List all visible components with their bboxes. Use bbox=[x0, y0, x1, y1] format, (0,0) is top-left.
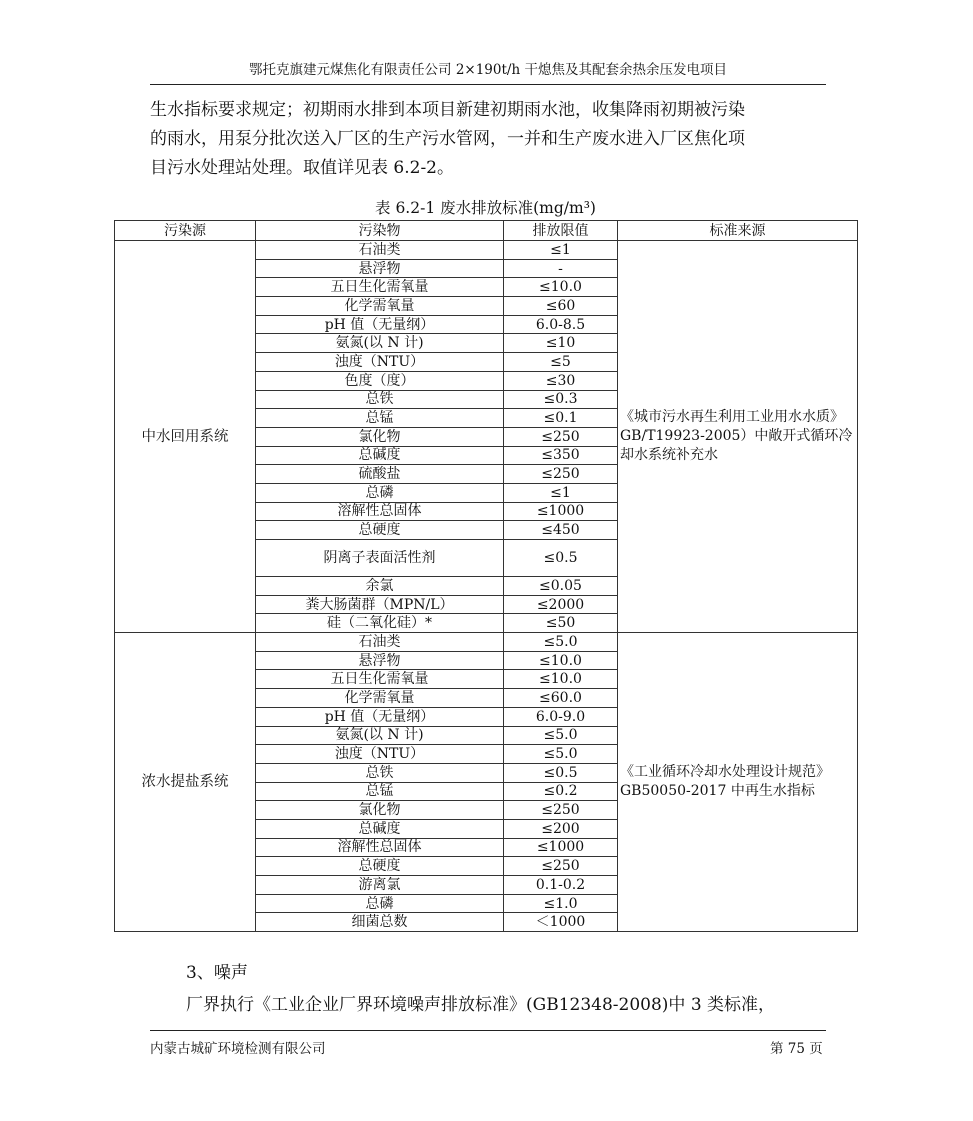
pollutant-cell: 阴离子表面活性剂 bbox=[256, 540, 504, 577]
pollutant-cell: 氯化物 bbox=[256, 427, 504, 446]
limit-cell: - bbox=[504, 259, 618, 278]
limit-cell: ≤60.0 bbox=[504, 689, 618, 708]
table-body bbox=[115, 241, 858, 932]
standard-source-cell: 《城市污水再生利用工业用水水质》 GB/T19923-2005）中敞开式循环冷却水系统补充水 bbox=[618, 241, 858, 633]
pollutant-cell: 硫酸盐 bbox=[256, 465, 504, 484]
table-row bbox=[115, 633, 858, 652]
source-cell: 中水回用系统 bbox=[115, 241, 256, 633]
limit-cell: ≤0.05 bbox=[504, 577, 618, 596]
limit-cell: ≤5.0 bbox=[504, 633, 618, 652]
pollutant-cell: 氯化物 bbox=[256, 801, 504, 820]
limit-cell: 6.0-9.0 bbox=[504, 707, 618, 726]
limit-cell: ≤10.0 bbox=[504, 278, 618, 297]
pollutant-cell: 细菌总数 bbox=[256, 913, 504, 932]
limit-cell: ＜1000 bbox=[504, 913, 618, 932]
pollutant-cell: 氨氮(以 N 计) bbox=[256, 334, 504, 353]
limit-cell: ≤250 bbox=[504, 465, 618, 484]
table-row bbox=[115, 241, 858, 260]
pollutant-cell: 总硬度 bbox=[256, 521, 504, 540]
limit-cell: ≤450 bbox=[504, 521, 618, 540]
limit-cell: ≤350 bbox=[504, 446, 618, 465]
pollutant-cell: 浊度（NTU） bbox=[256, 745, 504, 764]
limit-cell: ≤10 bbox=[504, 334, 618, 353]
limit-cell: ≤0.1 bbox=[504, 409, 618, 428]
pollutant-cell: 色度（度） bbox=[256, 371, 504, 390]
pollutant-cell: 总磷 bbox=[256, 894, 504, 913]
pollutant-cell: 化学需氧量 bbox=[256, 297, 504, 316]
pollutant-cell: 总锰 bbox=[256, 782, 504, 801]
limit-cell: ≤5.0 bbox=[504, 745, 618, 764]
pollutant-cell: 溶解性总固体 bbox=[256, 502, 504, 521]
limit-cell: ≤1000 bbox=[504, 838, 618, 857]
pollutant-cell: 总硬度 bbox=[256, 857, 504, 876]
header-source: 污染源 bbox=[115, 221, 256, 241]
source-cell: 浓水提盐系统 bbox=[115, 633, 256, 932]
limit-cell: ≤30 bbox=[504, 371, 618, 390]
limit-cell: ≤10.0 bbox=[504, 651, 618, 670]
intro-line: 生水指标要求规定；初期雨水排到本项目新建初期雨水池，收集降雨初期被污染 bbox=[150, 100, 745, 120]
limit-cell: ≤1.0 bbox=[504, 894, 618, 913]
intro-paragraph bbox=[150, 96, 840, 183]
pollutant-cell: pH 值（无量纲） bbox=[256, 315, 504, 334]
limit-cell: ≤250 bbox=[504, 427, 618, 446]
limit-cell: ≤1 bbox=[504, 241, 618, 260]
pollutant-cell: 硅（二氧化硅）* bbox=[256, 614, 504, 633]
pollutant-cell: 悬浮物 bbox=[256, 651, 504, 670]
footer-company: 内蒙古城矿环境检测有限公司 bbox=[150, 1041, 326, 1057]
wastewater-standards-table bbox=[114, 220, 858, 932]
table-caption: 表 6.2-1 废水排放标准(mg/m³) bbox=[375, 199, 596, 217]
section-heading: 3、噪声 bbox=[186, 963, 248, 983]
limit-cell: ≤10.0 bbox=[504, 670, 618, 689]
limit-cell: ≤5.0 bbox=[504, 726, 618, 745]
limit-cell: ≤0.5 bbox=[504, 540, 618, 577]
pollutant-cell: 石油类 bbox=[256, 633, 504, 652]
limit-cell: ≤200 bbox=[504, 819, 618, 838]
intro-line: 目污水处理站处理。取值详见表 6.2-2。 bbox=[150, 158, 454, 178]
header-standard: 标准来源 bbox=[618, 221, 858, 241]
limit-cell: ≤1000 bbox=[504, 502, 618, 521]
pollutant-cell: 总锰 bbox=[256, 409, 504, 428]
header-limit: 排放限值 bbox=[504, 221, 618, 241]
header-pollutant: 污染物 bbox=[256, 221, 504, 241]
pollutant-cell: 总铁 bbox=[256, 763, 504, 782]
pollutant-cell: pH 值（无量纲） bbox=[256, 707, 504, 726]
pollutant-cell: 五日生化需氧量 bbox=[256, 278, 504, 297]
pollutant-cell: 悬浮物 bbox=[256, 259, 504, 278]
limit-cell: ≤0.2 bbox=[504, 782, 618, 801]
pollutant-cell: 游离氯 bbox=[256, 876, 504, 895]
pollutant-cell: 总碱度 bbox=[256, 446, 504, 465]
limit-cell: ≤0.3 bbox=[504, 390, 618, 409]
intro-line: 的雨水，用泵分批次送入厂区的生产污水管网，一并和生产废水进入厂区焦化项 bbox=[150, 129, 745, 149]
limit-cell: ≤0.5 bbox=[504, 763, 618, 782]
pollutant-cell: 总碱度 bbox=[256, 819, 504, 838]
pollutant-cell: 石油类 bbox=[256, 241, 504, 260]
limit-cell: ≤250 bbox=[504, 801, 618, 820]
pollutant-cell: 浊度（NTU） bbox=[256, 353, 504, 372]
footer-page-number: 第 75 页 bbox=[770, 1041, 823, 1057]
pollutant-cell: 五日生化需氧量 bbox=[256, 670, 504, 689]
limit-cell: ≤60 bbox=[504, 297, 618, 316]
table-header-row bbox=[115, 221, 858, 241]
pollutant-cell: 粪大肠菌群（MPN/L） bbox=[256, 595, 504, 614]
header-rule bbox=[150, 84, 826, 85]
noise-paragraph: 厂界执行《工业企业厂界环境噪声排放标准》(GB12348-2008)中 3 类标准， bbox=[186, 995, 776, 1015]
pollutant-cell: 余氯 bbox=[256, 577, 504, 596]
pollutant-cell: 氨氮(以 N 计) bbox=[256, 726, 504, 745]
pollutant-cell: 化学需氧量 bbox=[256, 689, 504, 708]
limit-cell: 6.0-8.5 bbox=[504, 315, 618, 334]
limit-cell: ≤2000 bbox=[504, 595, 618, 614]
limit-cell: ≤50 bbox=[504, 614, 618, 633]
limit-cell: ≤5 bbox=[504, 353, 618, 372]
footer-rule bbox=[150, 1030, 826, 1031]
pollutant-cell: 总磷 bbox=[256, 483, 504, 502]
limit-cell: ≤250 bbox=[504, 857, 618, 876]
limit-cell: 0.1-0.2 bbox=[504, 876, 618, 895]
page-header: 鄂托克旗建元煤焦化有限责任公司 2×190t/h 干熄焦及其配套余热余压发电项目 bbox=[249, 62, 727, 78]
limit-cell: ≤1 bbox=[504, 483, 618, 502]
pollutant-cell: 总铁 bbox=[256, 390, 504, 409]
pollutant-cell: 溶解性总固体 bbox=[256, 838, 504, 857]
standard-source-cell: 《工业循环冷却水处理设计规范》GB50050-2017 中再生水指标 bbox=[618, 633, 858, 932]
